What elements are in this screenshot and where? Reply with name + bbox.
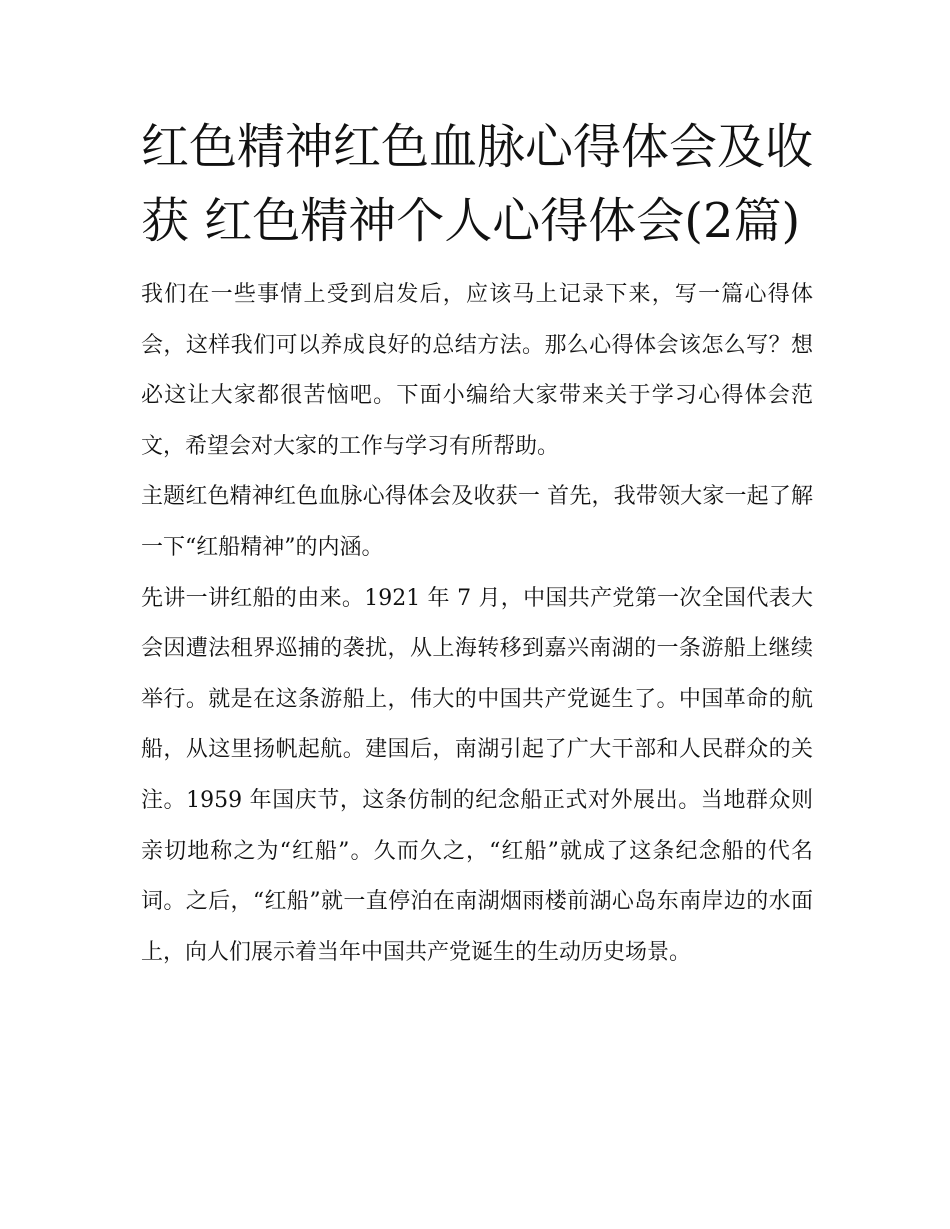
document-page xyxy=(141,110,821,978)
document-body xyxy=(141,270,813,978)
paragraph-intro: 我们在一些事情上受到启发后，应该马上记录下来，写一篇心得体会，这样我们可以养成良好的总结方法。那么心得体会该怎么写？想必这让大家都很苦恼吧。下面小编给大家带来关于学习心得体会范文，希望会对大家的工作与学习有所帮助。 xyxy=(141,282,813,459)
document-title: 红色精神红色血脉心得体会及收获 红色精神个人心得体会(2篇) xyxy=(141,119,814,249)
paragraph-red-boat-origin: 先讲一讲红船的由来。1921 年 7 月，中国共产党第一次全国代表大会因遭法租界巡捕的袭扰，从上海转移到嘉兴南湖的一条游船上继续举行。就是在这条游船上，伟大的中国共产党诞生了。中国革命的航船，从这里扬帆起航。建国后，南湖引起了广大干部和人民群众的关注。1959 年国庆节，这条仿制的纪念船正式对外展出。当地群众则亲切地称之为“红船”。久而久之，“红船”就成了这条纪念船的代名词。之后，“红船”就一直停泊在南湖烟雨楼前湖心岛东南岸边的水面上，向人们展示着当年中国共产党诞生的生动历史场景。 xyxy=(141,585,813,965)
paragraph-topic: 主题红色精神红色血脉心得体会及收获一 首先，我带领大家一起了解一下“红船精神”的内涵。 xyxy=(141,484,813,560)
